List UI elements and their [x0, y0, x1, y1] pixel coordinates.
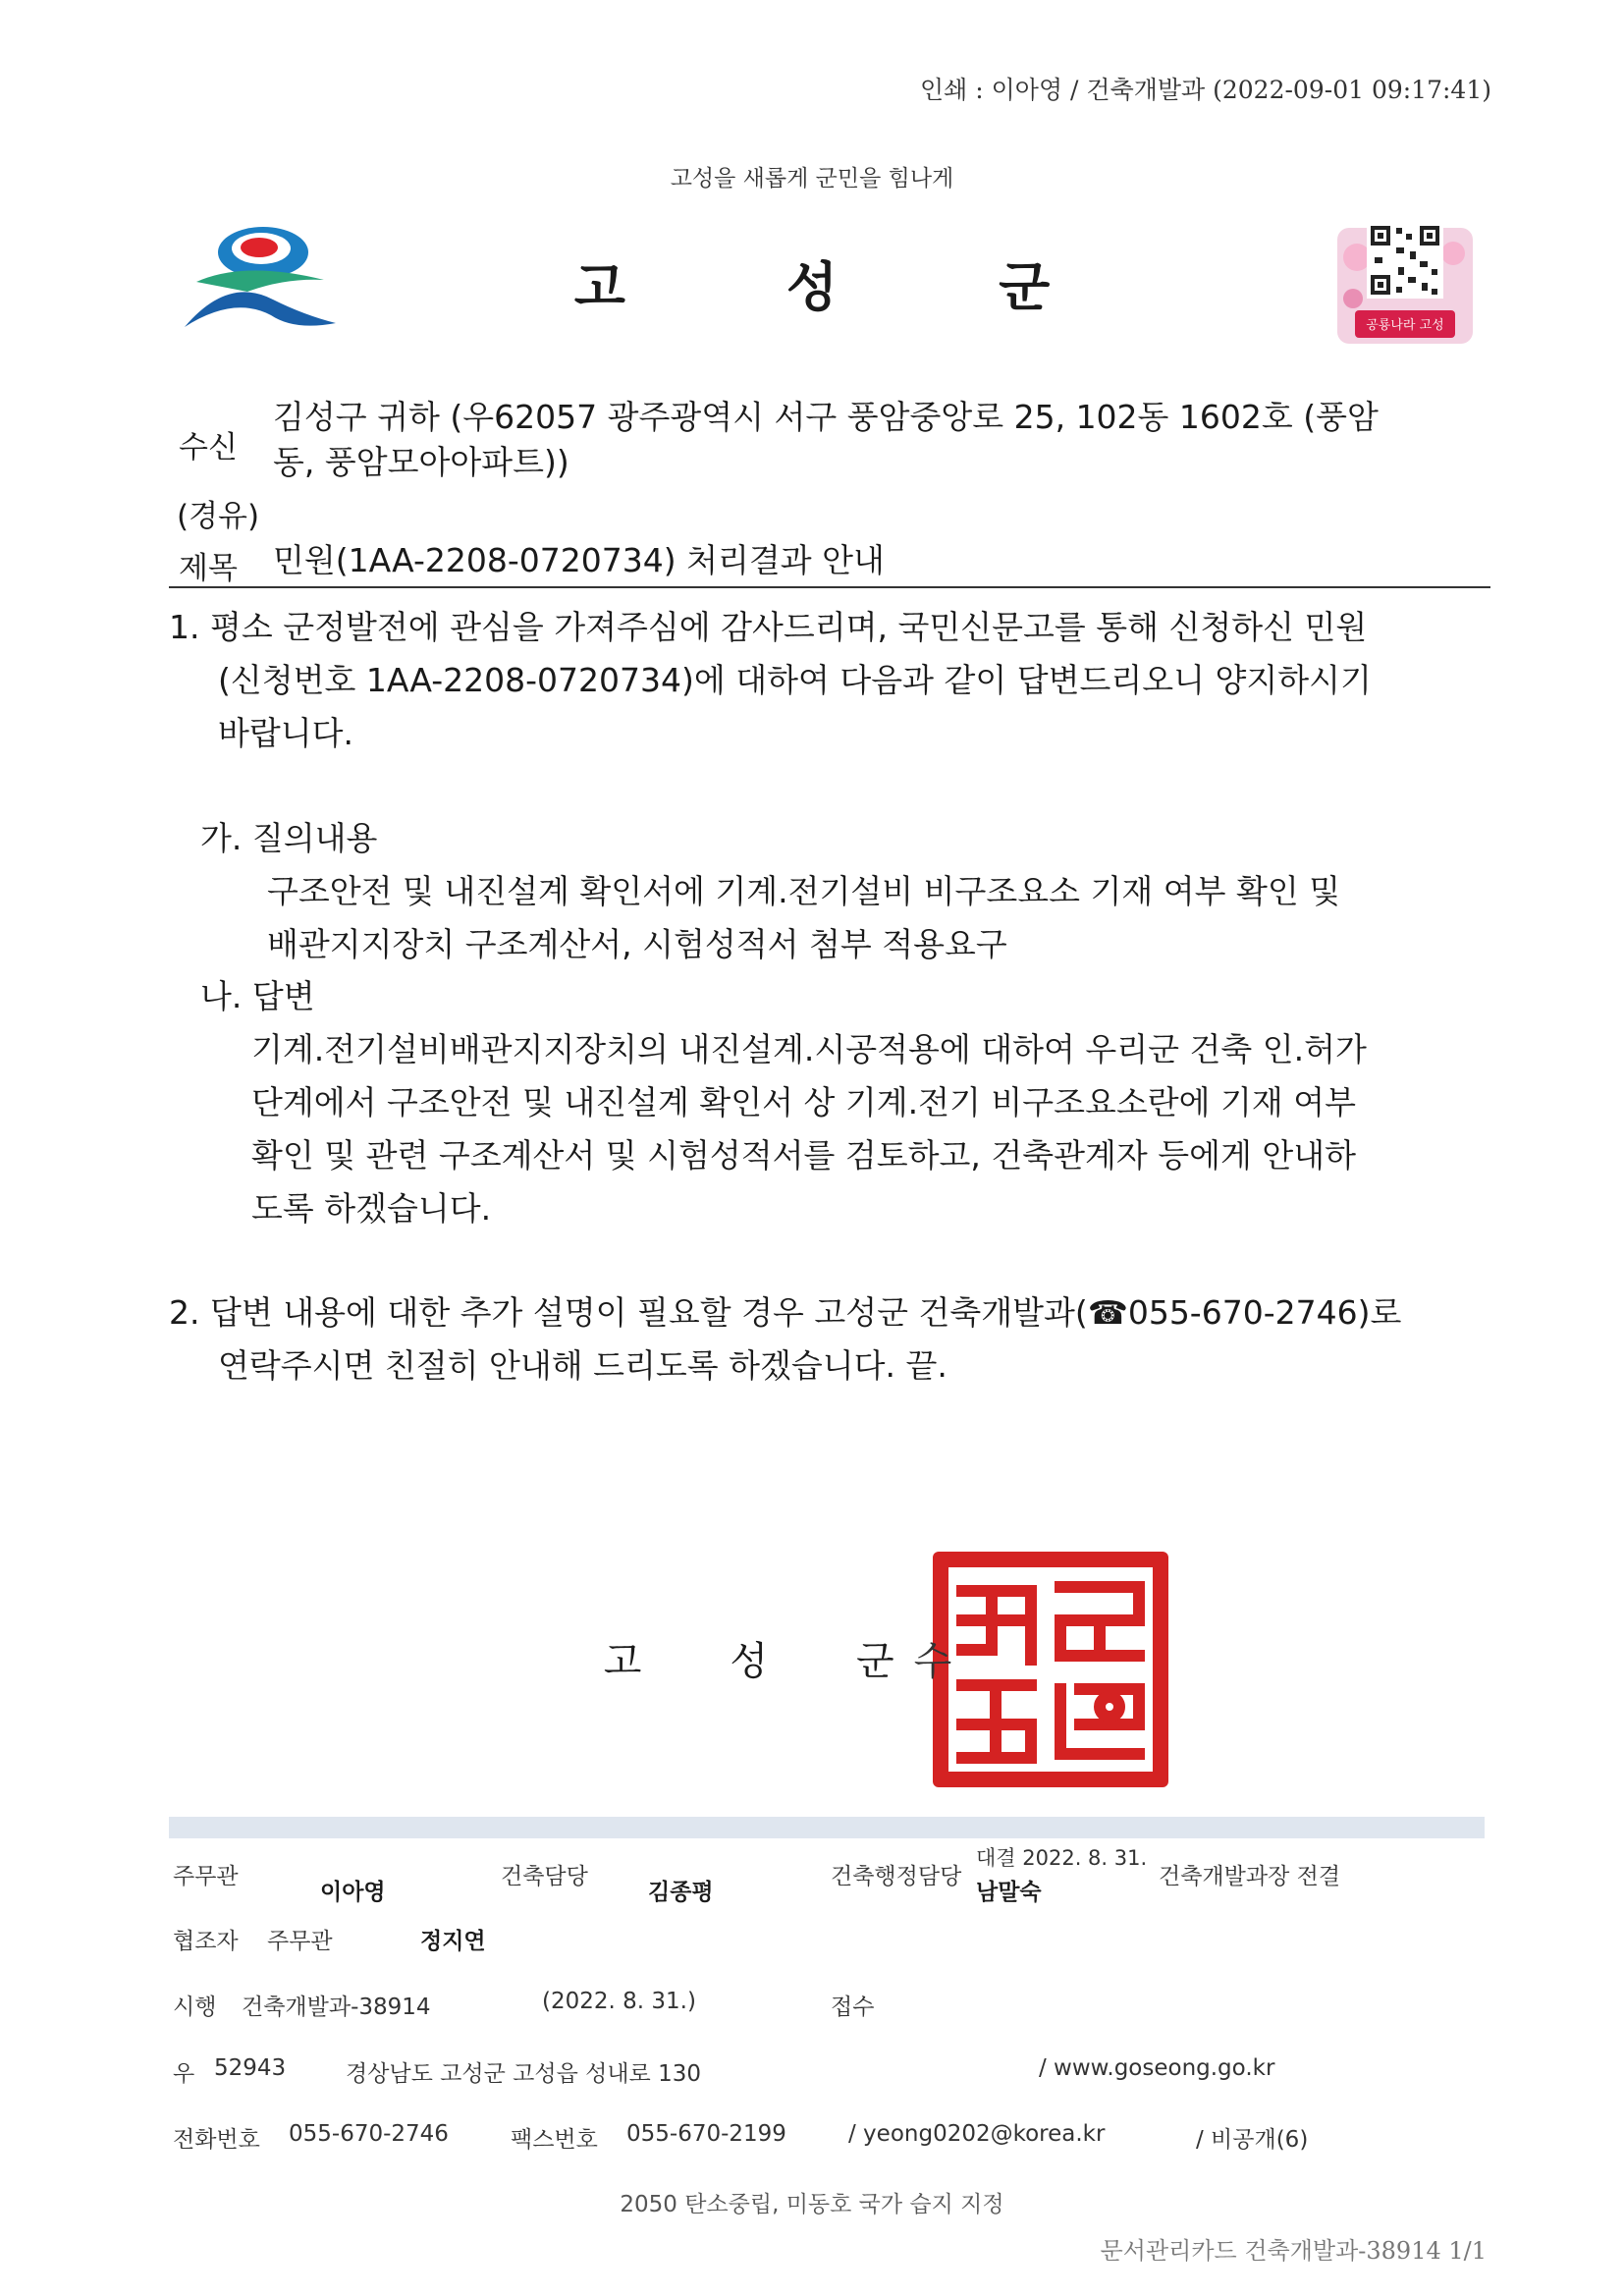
campaign-slogan: 2050 탄소중립, 미동호 국가 습지 지정 [620, 2192, 1004, 2217]
address: 경상남도 고성군 고성읍 성내로 130 [346, 2061, 701, 2087]
paragraph-1-line-3: 바랍니다. [218, 714, 354, 752]
email: / yeong0202@korea.kr [848, 2121, 1106, 2147]
manager-label: 건축담당 [501, 1864, 588, 1889]
org-title-char: 고 [573, 256, 625, 318]
admin-name: 남말숙 [976, 1880, 1042, 1905]
subject-label: 제목 [179, 551, 238, 586]
website: / www.goseong.go.kr [1039, 2055, 1275, 2081]
phone: 055-670-2746 [289, 2121, 449, 2147]
drafter-label: 주무관 [173, 1864, 239, 1889]
print-header: 인쇄 : 이아영 / 건축개발과 (2022-09-01 09:17:41) [920, 76, 1491, 104]
answer-heading: 나. 답변 [200, 977, 315, 1015]
answer-line-3: 확인 및 관련 구조계산서 및 시험성적서를 검토하고, 건축관계자 등에게 안내하 [251, 1136, 1356, 1175]
recipient-line-1: 김성구 귀하 (우62057 광주광역시 서구 풍암중앙로 25, 102동 1602호 (풍암 [273, 398, 1379, 436]
zip-code: 52943 [214, 2055, 287, 2081]
question-heading: 가. 질의내용 [200, 819, 378, 857]
coop-name: 정지연 [420, 1929, 486, 1954]
admin-label: 건축행정담당 [831, 1864, 962, 1889]
drafter-name: 이아영 [320, 1880, 386, 1905]
question-line-2: 배관지지장치 구조계산서, 시험성적서 첨부 적용요구 [267, 925, 1007, 963]
admin-date: 대결 2022. 8. 31. [976, 1846, 1148, 1870]
coop-role: 주무관 [267, 1929, 333, 1954]
exec-date: (2022. 8. 31.) [542, 1989, 696, 2014]
receipt-label: 접수 [831, 1995, 875, 2020]
fax: 055-670-2199 [626, 2121, 786, 2147]
zip-label: 우 [173, 2061, 195, 2087]
signature-char: 성 [730, 1639, 768, 1684]
header-divider [169, 586, 1490, 588]
disclosure: / 비공개(6) [1196, 2127, 1309, 2153]
exec-label: 시행 [173, 1995, 217, 2020]
paragraph-1-line-2: (신청번호 1AA-2208-0720734)에 대하여 다음과 같이 답변드리오니 양지하시기 [218, 661, 1372, 699]
signature-char: 고 [603, 1639, 642, 1684]
answer-line-1: 기계.전기설비배관지지장치의 내진설계.시공적용에 대하여 우리군 건축 인.허가 [251, 1030, 1367, 1068]
answer-line-4: 도록 하겠습니다. [251, 1189, 492, 1228]
coop-label: 협조자 [173, 1929, 239, 1954]
signature-char: 수 [913, 1639, 952, 1684]
paragraph-2-line-2: 연락주시면 친절히 안내해 드리도록 하겠습니다. 끝. [218, 1346, 947, 1385]
document-card-code: 문서관리카드 건축개발과-38914 1/1 [1100, 2237, 1487, 2265]
director-label: 건축개발과장 전결 [1159, 1864, 1341, 1889]
org-title-char: 성 [785, 256, 839, 318]
subject-text: 민원(1AA-2208-0720734) 처리결과 안내 [273, 541, 885, 579]
qr-code-badge [1337, 218, 1473, 344]
question-line-1: 구조안전 및 내진설계 확인서에 기계.전기설비 비구조요소 기재 여부 확인 및 [267, 872, 1341, 910]
paragraph-1-line-1: 1. 평소 군정발전에 관심을 가져주심에 감사드리며, 국민신문고를 통해 신청하신 민원 [169, 608, 1368, 646]
manager-name: 김종평 [648, 1880, 714, 1905]
exec-number: 건축개발과-38914 [242, 1995, 431, 2020]
answer-line-2: 단계에서 구조안전 및 내진설계 확인서 상 기계.전기 비구조요소란에 기재 여부 [251, 1083, 1356, 1121]
recipient-line-2: 동, 풍암모아아파트)) [273, 443, 569, 481]
slogan: 고성을 새롭게 군민을 힘나게 [670, 166, 954, 191]
recipient-label: 수신 [179, 430, 238, 465]
qr-caption: 공룡나라 고성 [1366, 318, 1444, 333]
signature-char: 군 [856, 1639, 894, 1684]
phone-label: 전화번호 [173, 2127, 260, 2153]
org-title-char: 군 [999, 256, 1051, 318]
footer-band [169, 1817, 1485, 1838]
fax-label: 팩스번호 [511, 2127, 598, 2153]
via-label: (경유) [177, 499, 260, 534]
signature-line [0, 1630, 1624, 1686]
paragraph-2-line-1: 2. 답변 내용에 대한 추가 설명이 필요할 경우 고성군 건축개발과(☎055-670-2746)로 [169, 1293, 1402, 1332]
